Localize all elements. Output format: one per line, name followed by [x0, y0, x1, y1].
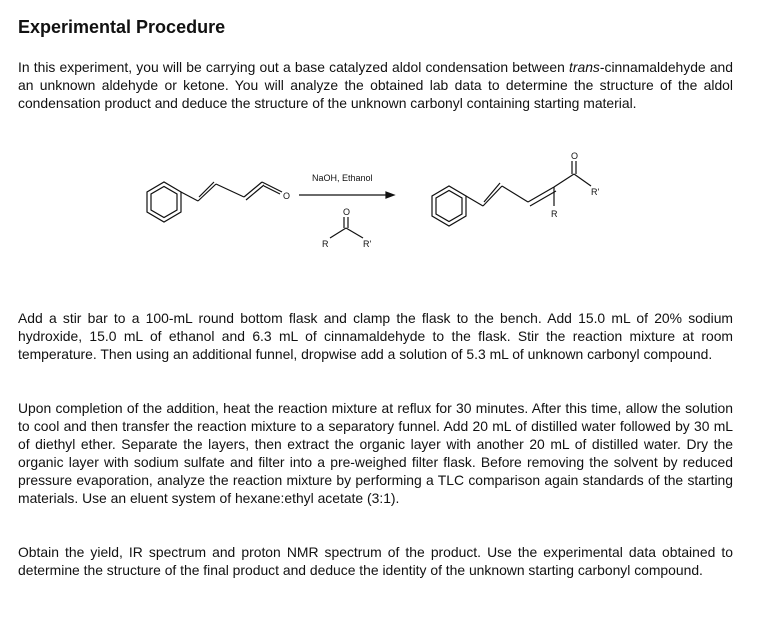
unknown-r-group: R: [322, 239, 329, 249]
product-r-prime-group: R': [591, 187, 600, 197]
intro-italic-trans: trans: [568, 59, 600, 75]
workup-paragraph: Upon completion of the addition, heat the reaction mixture at reflux for 30 minutes. After this time, allow the solution to cool and then transfer the reaction mixture to a separatory funnel. Add 20 mL of distilled water followed by 30 mL of diethyl ether. Separate the layers, then extract the organic layer with another 20 mL of distilled water. Dry the organic layer with sodium sulfate and filter into a pre-weighed filter flask. Before removing the solvent by reduced pressure evaporation, analyze the reaction mixture by performing a TLC comparison again standards of the starting materials. Use an eluent system of hexane:ethyl acetate (3:1).: [18, 400, 733, 506]
setup-paragraph: Add a stir bar to a 100-mL round bottom flask and clamp the flask to the bench. Add 15.0 mL of 20% sodium hydroxide, 15.0 mL of ethanol and 6.3 mL of cinnamaldehyde to the flask. Stir the reaction mixture at room temperature. Then using an additional funnel, dropwise add a solution of 5.3 mL of unknown carbonyl compound.: [18, 310, 733, 362]
section-title: Experimental Procedure: [18, 17, 226, 37]
reaction-scheme: [0, 140, 761, 270]
unknown-carbonyl-o: O: [343, 207, 351, 217]
reagent-label: NaOH, Ethanol: [312, 173, 373, 183]
cinnamaldehyde-structure: [147, 182, 282, 222]
intro-paragraph: [18, 58, 733, 112]
reaction-arrow: [299, 192, 394, 198]
product-structure: [432, 161, 591, 226]
reactant-carbonyl-o: O: [283, 191, 291, 201]
product-carbonyl-o: O: [571, 151, 579, 161]
analysis-paragraph: Obtain the yield, IR spectrum and proton NMR spectrum of the product. Use the experimental data obtained to determine the structure of the final product and deduce the identity of the unknown starting carbonyl compound.: [18, 544, 733, 578]
intro-text-end: -cinnamaldehyde and an unknown aldehyde or ketone. You will analyze the obtained lab data to determine the structure of the aldol condensation product and deduce the structure of the unknown carbonyl containing starting material.: [18, 59, 734, 111]
unknown-carbonyl-structure: [330, 217, 363, 238]
unknown-r-prime-group: R': [363, 239, 372, 249]
intro-text-start: In this experiment, you will be carrying out a base catalyzed aldol condensation between: [18, 59, 569, 75]
product-r-group: R: [551, 209, 558, 219]
